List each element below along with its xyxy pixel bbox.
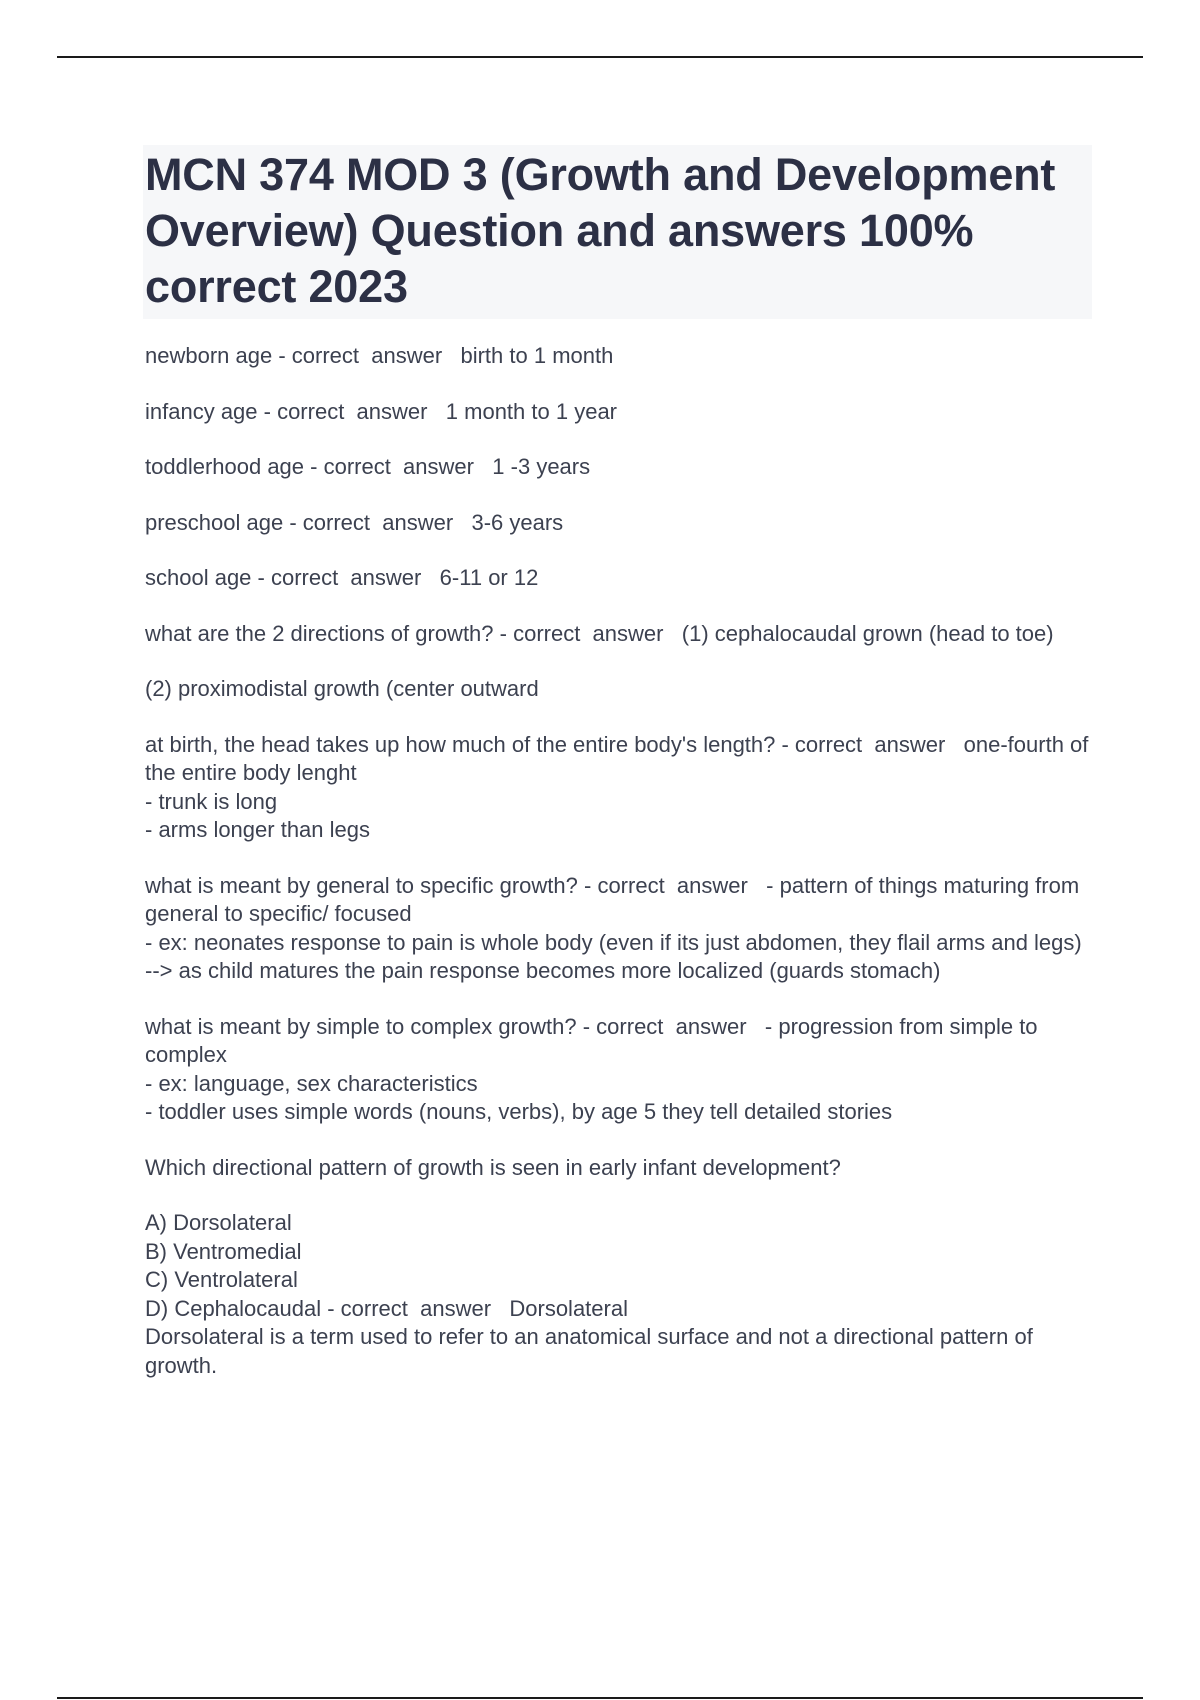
qa-toddlerhood-age: toddlerhood age - correct answer 1 -3 years bbox=[145, 454, 591, 479]
document-title: MCN 374 MOD 3 (Growth and Development Overview) Question and answers 100% correct 2023 bbox=[145, 149, 1056, 312]
qa-simple-to-complex: what is meant by simple to complex growth? - correct answer - progression from simple to complex - ex: language, sex characteristics - toddler uses simple words (nouns, verbs), by age 5 they tell detailed stories bbox=[145, 1013, 1038, 1124]
title-block bbox=[143, 145, 1092, 319]
bottom-rule bbox=[57, 1697, 1143, 1699]
qa-list bbox=[145, 342, 1090, 1380]
qa-preschool-age: preschool age - correct answer 3-6 years bbox=[145, 509, 564, 535]
qa-directional-pattern-options: A) Dorsolateral B) Ventromedial C) Ventrolateral D) Cephalocaudal - correct answer Dorsolateral Dorsolateral is a term used to refer to an anatomical surface and not a directional pattern of growth. bbox=[145, 1210, 1033, 1378]
qa-infancy-age: infancy age - correct answer 1 month to 1 year bbox=[145, 398, 618, 424]
qa-newborn-age: newborn age - correct answer birth to 1 month bbox=[145, 343, 614, 368]
qa-directions-of-growth: what are the 2 directions of growth? - correct answer (1) cephalocaudal grown (head to toe) bbox=[145, 620, 1054, 646]
qa-head-length: at birth, the head takes up how much of the entire body's length? - correct answer one-fourth of the entire body lenght - trunk is long - arms longer than legs bbox=[145, 731, 1089, 842]
qa-proximodistal: (2) proximodistal growth (center outward bbox=[145, 676, 539, 701]
document-body bbox=[145, 145, 1090, 1407]
qa-directional-pattern-question: Which directional pattern of growth is seen in early infant development? bbox=[145, 1154, 841, 1180]
qa-school-age: school age - correct answer 6-11 or 12 bbox=[145, 565, 539, 590]
top-rule bbox=[57, 56, 1143, 58]
qa-general-to-specific: what is meant by general to specific growth? - correct answer - pattern of things maturing from general to specific/ focused - ex: neonates response to pain is whole body (even if its just abdomen, they flail arms and legs) --> as child matures the pain response becomes more localized (guards stomach) bbox=[145, 872, 1082, 983]
